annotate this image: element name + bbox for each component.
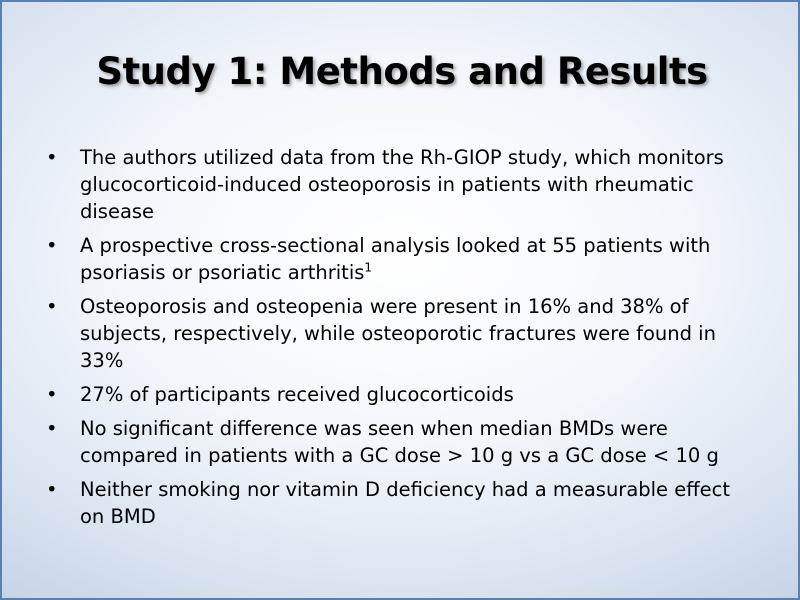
bullet-icon: • [46, 383, 58, 406]
bullet-icon: • [46, 417, 58, 440]
bullet-text: A prospective cross-sectional analysis looked at 55 patients with psoriasis or psoriatic arthritis [80, 234, 711, 284]
bullet-item [46, 381, 746, 408]
footnote-reference: 1 [364, 260, 373, 275]
bullet-item [46, 232, 746, 286]
bullet-icon: • [46, 146, 58, 169]
bullet-icon: • [46, 234, 58, 257]
bullet-item [46, 293, 746, 374]
bullet-item [46, 476, 746, 530]
bullet-list [46, 144, 746, 537]
bullet-text: Neither smoking nor vitamin D deficiency had a measurable effect on BMD [80, 478, 731, 528]
bullet-text: No significant difference was seen when median BMDs were compared in patients with a GC dose > 10 g vs a GC dose < 10 g [80, 417, 719, 467]
slide-title: Study 1: Methods and Results [96, 50, 708, 93]
bullet-text: Osteoporosis and osteopenia were present in 16% and 38% of subjects, respectively, while osteoporotic fractures were found in 33% [80, 295, 716, 372]
bullet-item [46, 415, 746, 469]
bullet-icon: • [46, 295, 58, 318]
bullet-text: The authors utilized data from the Rh-GIOP study, which monitors glucocorticoid-induced osteoporosis in patients with rheumatic disease [80, 146, 724, 223]
bullet-text: 27% of participants received glucocorticoids [80, 383, 514, 406]
bullet-item [46, 144, 746, 225]
bullet-icon: • [46, 478, 58, 501]
